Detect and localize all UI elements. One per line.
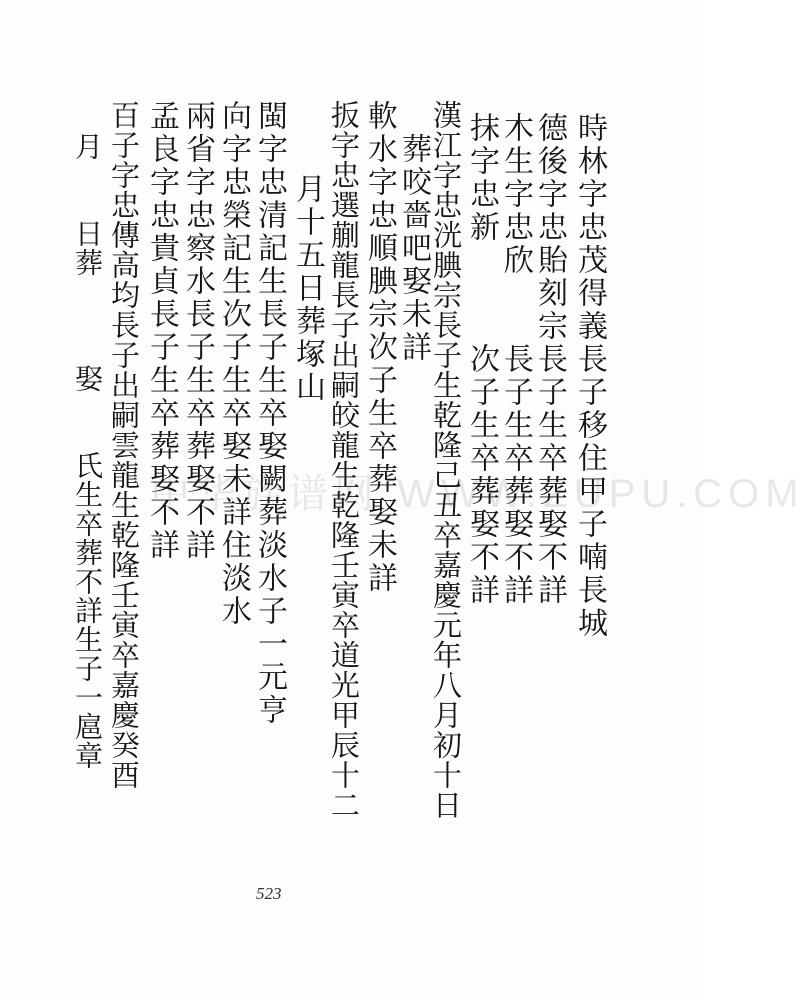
text-column-10: 閩字忠清記生長子生卒娶闕葬淡水子一元亨	[252, 100, 287, 727]
text-column-13: 孟良字忠貴貞長子生卒葬娶不詳	[144, 100, 179, 562]
text-column-15: 月 日葬 娶 氏生卒葬不詳生子一扈章	[71, 132, 104, 770]
text-column-14: 百子字忠傳高均長子出嗣雲龍生乾隆壬寅卒嘉慶癸酉	[107, 100, 141, 790]
text-column-6: 葬咬嗇吧娶未詳	[396, 100, 431, 364]
text-column-3: 木生字忠欣 長子生卒葬娶不詳	[498, 112, 533, 607]
text-column-9: 月十五日葬塚山	[290, 140, 325, 404]
text-column-2: 德後字忠貽刻宗長子生卒葬娶不詳	[532, 112, 567, 607]
watermark: 中华族谱网 WWW.ZUPU.COM	[150, 472, 805, 516]
page-number: 523	[256, 884, 282, 903]
text-column-5: 漢江字忠洸腆宗長子生乾隆己丑卒嘉慶元年八月初十日	[429, 100, 463, 820]
text-column-7: 軟水字忠順腆宗次子生卒葬娶未詳	[362, 100, 397, 595]
text-column-1: 時林字忠茂得義長子移住甲子喃長城	[572, 112, 607, 640]
text-column-4: 抹字忠新 次子生卒葬娶不詳	[464, 112, 499, 607]
text-column-11: 向字忠榮記生次子生卒娶未詳住淡水	[216, 100, 251, 628]
text-column-12: 兩省字忠察水長子生卒葬娶不詳	[180, 100, 215, 562]
text-column-8: 扳字忠選蒯龍長子出嗣皎龍生乾隆壬寅卒道光甲辰十二	[327, 100, 361, 820]
